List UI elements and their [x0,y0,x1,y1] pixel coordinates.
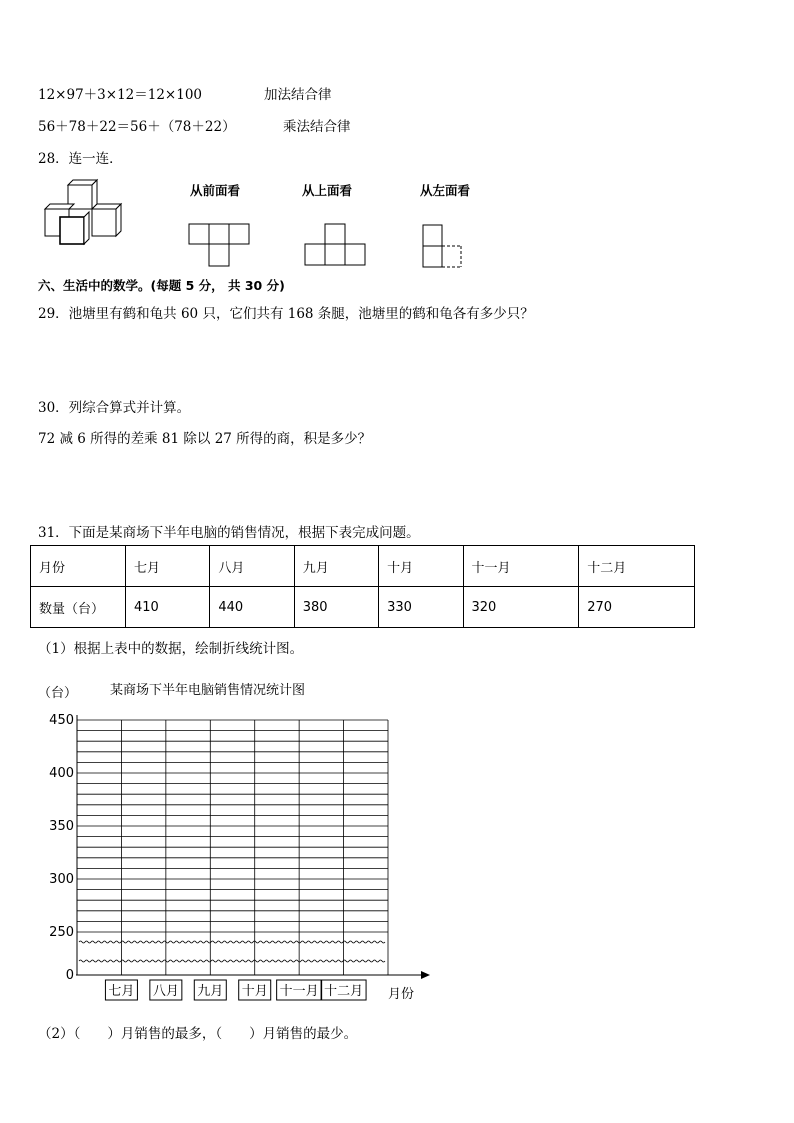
y-tick-label: 350 [49,819,74,834]
table-cell: 270 [579,587,695,628]
chart-title: 某商场下半年电脑销售情况统计图 [110,683,306,698]
y-tick-label: 0 [65,968,74,983]
cube-solid-figure [45,180,121,244]
x-category-label: 十二月 [324,984,364,999]
q31-title: 31．下面是某商场下半年电脑的销售情况，根据下表完成问题。 [38,525,420,541]
table-cell: 十月 [379,546,463,587]
x-category-label: 十月 [241,984,268,999]
q31-part2: （2）（ ）月销售的最多，（ ）月销售的最少。 [38,1026,358,1042]
x-category-label: 七月 [108,984,135,999]
y-tick-labels [49,713,74,983]
table-cell: 九月 [294,546,378,587]
view-label-left: 从左面看 [420,183,471,198]
table-header-label: 月份 [31,546,126,587]
table-cell: 七月 [126,546,210,587]
q30-title: 30．列综合算式并计算。 [38,400,191,416]
chart-grid [77,720,388,932]
table-cell: 十二月 [579,546,695,587]
left-view-shape [423,225,461,267]
chart-xlabel: 月份 [388,987,415,1002]
table-cell: 320 [463,587,579,628]
view-label-top: 从上面看 [302,183,353,198]
axis-break-marks [79,941,385,962]
q29-text: 29．池塘里有鹤和龟共 60 只，它们共有 168 条腿，池塘里的鹤和龟各有多少只？ [38,306,534,322]
matching-law-1: 加法结合律 [264,87,332,103]
y-tick-label: 300 [49,872,74,887]
x-category-labels [105,980,366,1000]
x-axis-arrow [421,971,430,979]
table-row [31,587,695,628]
x-category-label: 八月 [152,984,179,999]
y-tick-label: 450 [49,713,74,728]
matching-law-2: 乘法结合律 [283,119,351,135]
table-cell: 十一月 [463,546,579,587]
x-category-label: 九月 [197,984,224,999]
q28-title: 28．连一连． [38,151,123,167]
table-cell: 440 [210,587,294,628]
matching-expr-1: 12×97＋3×12＝12×100 [38,87,203,103]
top-view-shape [305,224,365,265]
section-6-heading: 六、生活中的数学。(每题 5 分， 共 30 分) [38,278,285,293]
table-cell: 八月 [210,546,294,587]
chart-ylabel: （台） [38,686,78,701]
matching-expr-2: 56＋78＋22＝56＋（78＋22） [38,119,236,135]
q30-text: 72 减 6 所得的差乘 81 除以 27 所得的商，积是多少？ [38,431,372,447]
y-tick-label: 250 [49,925,74,940]
y-tick-label: 400 [49,766,74,781]
table-row [31,546,695,587]
table-cell: 410 [126,587,210,628]
q31-part1: （1）根据上表中的数据，绘制折线统计图。 [38,641,304,657]
front-view-shape [189,224,249,266]
view-label-front: 从前面看 [190,183,241,198]
table-cell: 380 [294,587,378,628]
axis-break-wave [79,960,385,962]
table-row-label: 数量（台） [31,587,126,628]
table-cell: 330 [379,587,463,628]
line-chart [49,713,430,1000]
sales-table [30,545,695,628]
axis-break-wave [79,941,385,943]
x-category-label: 十一月 [279,984,319,999]
